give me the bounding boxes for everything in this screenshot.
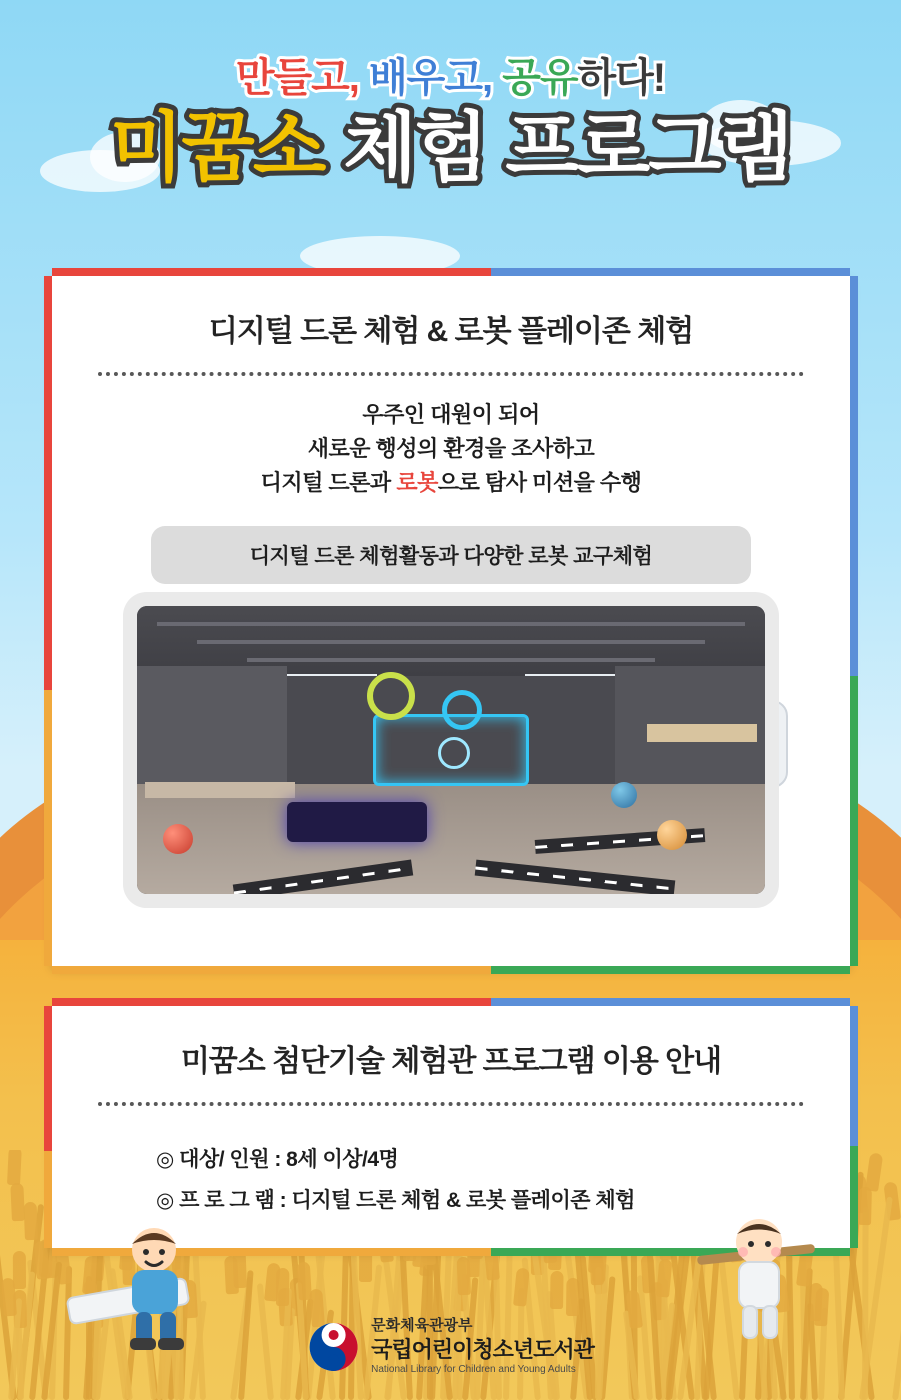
lead-line-2: 새로운 행성의 환경을 조사하고: [307, 436, 595, 462]
wheat-head: [297, 1261, 312, 1300]
card-edge-bottom-left: [52, 966, 491, 974]
dotted-divider: [98, 372, 804, 376]
logo-line-3: National Library for Children and Young Adults: [371, 1363, 576, 1375]
card-edge-right-lower: [850, 676, 858, 966]
program-summary-pill: 디지털 드론 체험활동과 다양한 로봇 교구체험: [151, 526, 751, 584]
logo-line-1: 문화체육관광부: [371, 1317, 473, 1335]
ceiling-beam: [197, 640, 705, 644]
farmer-mascot: [58, 1206, 238, 1356]
card-edge-top-left: [52, 268, 491, 276]
wheat-head: [865, 1152, 883, 1191]
lead-line-3-highlight: 로봇: [396, 470, 438, 496]
title-subline: [236, 46, 665, 103]
card-edge-bottom-right: [491, 966, 850, 974]
wheat-stalk: [595, 1267, 601, 1400]
card2-heading: 미꿈소 첨단기술 체험관 프로그램 이용 안내: [180, 1045, 722, 1078]
title-subline-part: 공유: [502, 56, 578, 100]
title-subline-part: 하다!: [577, 56, 666, 100]
card-edge-top-right: [491, 268, 850, 276]
wheat-head: [656, 1258, 672, 1297]
ceiling-beam: [157, 622, 745, 626]
title-main-highlight: 미꿈소: [110, 106, 325, 191]
lead-line-3-a: 디지털 드론과: [260, 470, 397, 496]
list-item: ◎ 프 로 그 램 : 디지털 드론 체험 & 로봇 플레이존 체험: [156, 1181, 850, 1222]
logo-line-2: 국립어린이청소년도서관: [371, 1337, 594, 1362]
card-edge-top-left: [52, 998, 491, 1006]
wheat-head: [7, 1150, 22, 1185]
wheat-head: [858, 1187, 872, 1225]
wheat-head: [276, 1268, 289, 1306]
title-subline-part: 만들고,: [235, 56, 359, 100]
card-edge-left-lower: [44, 690, 52, 966]
dotted-divider: [98, 1102, 804, 1106]
program-detail-card: [52, 276, 850, 966]
wheat-head: [23, 1201, 37, 1239]
card-edge-top-right: [491, 998, 850, 1006]
card-edge-left: [44, 276, 52, 690]
green-ring-decoration: [367, 672, 415, 720]
interactive-floor-panel: [287, 802, 427, 842]
title-main: [0, 106, 901, 191]
wheat-stalk: [892, 1203, 901, 1400]
lead-line-3-b: 으로 탐사 미션을 수행: [437, 470, 642, 496]
lead-line-3: [52, 466, 850, 500]
card-edge-right-lower: [850, 1146, 858, 1248]
title-subline-part: 배우고,: [369, 56, 493, 100]
card-edge-left: [44, 1006, 52, 1151]
lead-line-1: 우주인 대원이 되어: [362, 402, 540, 427]
card1-lead-text: [52, 398, 850, 500]
taegeuk-government-emblem-icon: [307, 1321, 359, 1373]
scarecrow-mascot: [681, 1198, 831, 1348]
list-item: ◎ 대상/ 인원 : 8세 이상/4명: [156, 1140, 850, 1181]
logo-text-block: [371, 1317, 594, 1376]
card-edge-right: [850, 276, 858, 676]
poster-title: [0, 46, 901, 189]
card1-heading: 디지털 드론 체험 & 로봇 플레이존 체험: [208, 315, 694, 348]
ceiling-beam: [247, 658, 655, 662]
photo-shelf: [145, 782, 295, 798]
wheat-head: [457, 1256, 471, 1294]
title-main-rest: 체험 프로그램: [343, 106, 791, 191]
photo-shelf: [647, 724, 757, 742]
blue-ring-decoration: [442, 690, 482, 730]
organization-logo: [307, 1317, 594, 1376]
card-edge-left-lower: [44, 1151, 52, 1248]
card-edge-right: [850, 1006, 858, 1146]
experience-room-photo: [137, 606, 765, 894]
wheat-stalk: [862, 1207, 869, 1400]
wheat-head: [550, 1271, 564, 1309]
